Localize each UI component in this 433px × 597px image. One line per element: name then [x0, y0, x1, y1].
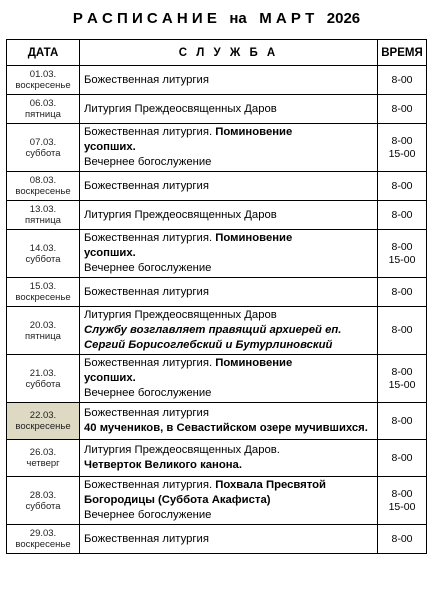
date-value: 20.03.: [29, 319, 57, 331]
time-value: 8-00: [391, 134, 413, 147]
service-line: [84, 478, 373, 493]
service-text: Литургия Преждеосвященных Даров: [84, 102, 277, 115]
service-cell: [80, 440, 378, 477]
time-value: 8-00: [391, 532, 413, 545]
service-text: Вечернее богослужение: [84, 387, 212, 399]
date-cell: [7, 66, 80, 95]
table-row: [7, 172, 427, 201]
service-text: Службу возглавляет правящий архиерей еп.: [84, 324, 342, 336]
date-value: 08.03.: [29, 175, 57, 186]
weekday-label: четверг: [26, 458, 60, 469]
service-line: [84, 208, 373, 223]
time-cell: [378, 172, 427, 201]
weekday-label: суббота: [25, 147, 61, 159]
table-row: [7, 230, 427, 278]
service-cell: [80, 307, 378, 355]
time-value: 8-00: [391, 285, 413, 298]
date-cell: [7, 95, 80, 124]
date-cell: [7, 124, 80, 172]
service-text: Литургия Преждеосвященных Даров: [84, 309, 277, 321]
header-service: С Л У Ж Б А: [80, 40, 378, 66]
service-text: Божественная литургия: [84, 532, 209, 545]
service-line: [84, 73, 373, 88]
date-cell: [7, 477, 80, 525]
date-cell: [7, 172, 80, 201]
time-cell: [378, 230, 427, 278]
date-cell: [7, 355, 80, 403]
time-cell: [378, 278, 427, 307]
time-value: 8-00: [391, 179, 413, 192]
service-text: усопших.: [84, 372, 136, 384]
date-cell: [7, 525, 80, 554]
service-text-bold: Поминовение: [215, 126, 293, 138]
date-cell: [7, 440, 80, 477]
schedule-body: [7, 66, 427, 554]
service-text: Божественная литургия: [84, 179, 209, 192]
service-line: [84, 179, 373, 194]
time-cell: [378, 307, 427, 355]
table-row: [7, 307, 427, 355]
schedule-table: [6, 39, 427, 554]
weekday-label: суббота: [25, 378, 61, 390]
service-line: [84, 443, 373, 458]
service-text: Четверток Великого канона.: [84, 459, 242, 471]
table-row: [7, 440, 427, 477]
time-value: 15-00: [388, 378, 416, 391]
service-text: Божественная литургия.: [84, 232, 216, 244]
page-title: [0, 10, 433, 27]
weekday-label: суббота: [25, 253, 61, 265]
time-value: 8-00: [391, 487, 413, 500]
time-cell: [378, 525, 427, 554]
service-text: Вечернее богослужение: [84, 262, 212, 274]
time-cell: [378, 477, 427, 525]
service-cell: [80, 477, 378, 525]
service-cell: [80, 525, 378, 554]
table-row: [7, 355, 427, 403]
date-value: 28.03.: [29, 489, 57, 501]
time-cell: [378, 201, 427, 230]
service-line: [84, 508, 373, 523]
service-text: Божественная литургия.: [84, 357, 216, 369]
service-text-bold: Поминовение: [215, 232, 293, 244]
time-cell: [378, 440, 427, 477]
service-line: [84, 493, 373, 508]
date-value: 21.03.: [29, 367, 57, 379]
table-row: [7, 278, 427, 307]
date-value: 22.03.: [29, 410, 57, 421]
service-line: [84, 323, 373, 338]
time-value: 8-00: [391, 240, 413, 253]
date-value: 14.03.: [29, 242, 57, 254]
schedule-title: Р А С П И С А Н И Е на М А Р Т 2026: [72, 10, 361, 27]
service-line: [84, 458, 373, 473]
service-cell: [80, 278, 378, 307]
service-line: [84, 386, 373, 401]
date-cell: [7, 201, 80, 230]
service-text: Божественная литургия: [84, 285, 209, 298]
time-cell: [378, 355, 427, 403]
service-cell: [80, 230, 378, 278]
header-time: ВРЕМЯ: [378, 40, 427, 66]
weekday-label: пятница: [25, 109, 61, 120]
date-cell: [7, 403, 80, 440]
table-row: [7, 66, 427, 95]
time-cell: [378, 66, 427, 95]
time-cell: [378, 95, 427, 124]
date-cell: [7, 230, 80, 278]
time-value: 8-00: [391, 414, 413, 427]
service-line: [84, 140, 373, 155]
service-line: [84, 406, 373, 421]
time-value: 8-00: [391, 102, 413, 115]
time-value: 15-00: [388, 147, 416, 160]
weekday-label: пятница: [25, 330, 61, 342]
weekday-label: суббота: [25, 500, 61, 512]
time-value: 8-00: [391, 208, 413, 221]
header-date: ДАТА: [7, 40, 80, 66]
service-cell: [80, 66, 378, 95]
service-line: [84, 125, 373, 140]
service-text: Божественная литургия: [84, 73, 209, 86]
service-line: [84, 246, 373, 261]
service-line: [84, 421, 373, 436]
service-text: Божественная литургия: [84, 407, 209, 419]
time-value: 8-00: [391, 451, 413, 464]
service-text: Вечернее богослужение: [84, 156, 212, 168]
service-line: [84, 532, 373, 547]
weekday-label: воскресенье: [15, 186, 71, 197]
service-text: Сергий Борисоглебский и Бутурлиновский: [84, 339, 333, 351]
weekday-label: пятница: [25, 215, 61, 226]
date-cell: [7, 278, 80, 307]
service-cell: [80, 172, 378, 201]
weekday-label: воскресенье: [15, 292, 71, 303]
time-value: 15-00: [388, 253, 416, 266]
time-value: 15-00: [388, 500, 416, 513]
service-text: Литургия Преждеосвященных Даров: [84, 208, 277, 221]
weekday-label: воскресенье: [15, 539, 71, 550]
service-text-bold: Поминовение: [215, 357, 293, 369]
date-value: 01.03.: [29, 69, 57, 80]
service-text: усопших.: [84, 141, 136, 153]
service-line: [84, 285, 373, 300]
time-cell: [378, 403, 427, 440]
weekday-label: воскресенье: [15, 80, 71, 91]
service-cell: [80, 201, 378, 230]
service-line: [84, 261, 373, 276]
table-row: [7, 403, 427, 440]
date-value: 26.03.: [29, 447, 57, 458]
service-cell: [80, 95, 378, 124]
service-line: [84, 356, 373, 371]
service-cell: [80, 403, 378, 440]
service-cell: [80, 124, 378, 172]
service-line: [84, 371, 373, 386]
service-text: Богородицы (Суббота Акафиста): [84, 494, 271, 506]
time-value: 8-00: [391, 324, 413, 336]
service-cell: [80, 355, 378, 403]
service-text-bold: Похвала Пресвятой: [215, 479, 327, 491]
date-value: 13.03.: [29, 204, 57, 215]
table-row: [7, 525, 427, 554]
service-text: усопших.: [84, 247, 136, 259]
service-line: [84, 102, 373, 117]
date-value: 07.03.: [29, 136, 57, 148]
service-line: [84, 308, 373, 323]
service-text: Божественная литургия.: [84, 126, 216, 138]
service-line: [84, 338, 373, 353]
service-text: Литургия Преждеосвященных Даров.: [84, 444, 280, 456]
time-value: 8-00: [391, 365, 413, 378]
time-cell: [378, 124, 427, 172]
service-text: Божественная литургия.: [84, 479, 216, 491]
table-row: [7, 95, 427, 124]
date-cell: [7, 307, 80, 355]
time-value: 8-00: [391, 73, 413, 86]
date-value: 15.03.: [29, 281, 57, 292]
table-row: [7, 201, 427, 230]
table-row: [7, 124, 427, 172]
service-text: Вечернее богослужение: [84, 509, 212, 521]
date-value: 06.03.: [29, 98, 57, 109]
service-text: 40 мучеников, в Севастийском озере мучившихся.: [84, 422, 368, 434]
service-line: [84, 231, 373, 246]
date-value: 29.03.: [29, 528, 57, 539]
weekday-label: воскресенье: [15, 421, 71, 432]
table-header-row: [7, 40, 427, 66]
table-row: [7, 477, 427, 525]
service-line: [84, 155, 373, 170]
